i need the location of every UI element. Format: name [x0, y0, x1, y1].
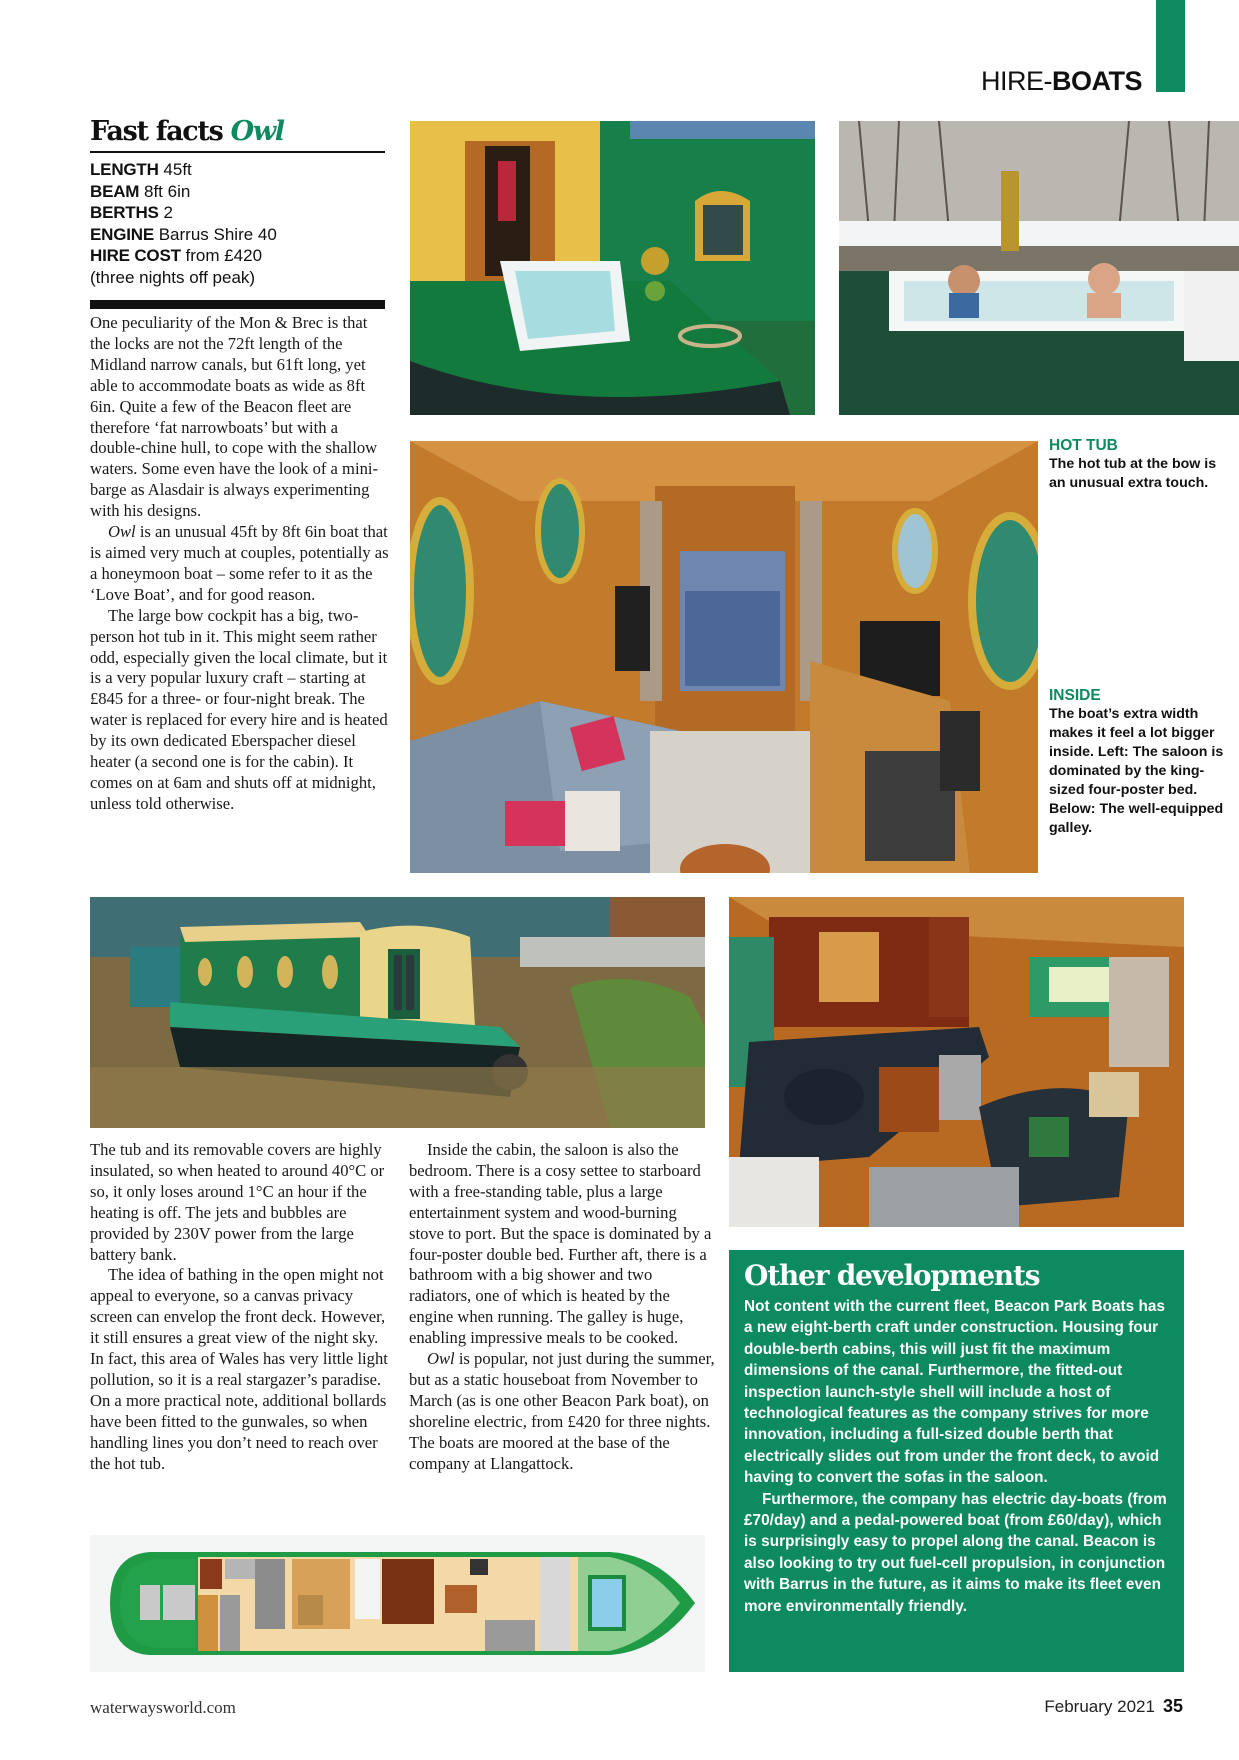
paragraph-text: is popular, not just during the summer, but as a static houseboat from November to March (as is one other Beacon Park boat), on shoreline electric, from £420 for three nights. The boats are moored at the base of the company at Llangattock. — [409, 1349, 715, 1473]
paragraph: The idea of bathing in the open might not appeal to everyone, so a canvas privacy screen can envelop the front deck. However, it still ensures a great view of the night sky. In fact, this area of Wales has very little light pollution, so it is a real stargazer’s paradise. On a more practical note, additional bollards have been fitted to the gunwales, so when handling lines you don’t need to reach over the hot tub. — [90, 1265, 388, 1473]
caption-body-text: The boat’s extra width makes it feel a lot bigger inside. — [1049, 706, 1215, 760]
fact-key: BERTHS — [90, 203, 159, 222]
divider — [90, 151, 385, 153]
section-label-bold: BOATS — [1052, 66, 1142, 96]
sidebar-paragraph: Not content with the current fleet, Beacon Park Boats has a new eight-berth craft under construction. Housing four double-berth cabins, this will just fit the maximum dimensions of the canal. Furthermore, the fitted-out inspection launch-style shell will include a host of technological features as the company strives for more innovation, including a full-sized double berth that electrically slides out from under the front deck, to avoid having to convert the sofas in the saloon. — [744, 1298, 1166, 1487]
fact-key: BEAM — [90, 181, 140, 201]
fast-facts-title-text: Fast facts — [90, 116, 223, 147]
fact-length — [90, 159, 385, 181]
photo-galley — [729, 897, 1184, 1227]
photo-couple-hot-tub — [839, 121, 1239, 415]
caption-body: The hot tub at the bow is an unusual extra touch. — [1049, 456, 1217, 491]
fact-value: Barrus Shire 40 — [158, 224, 277, 244]
page-number: 35 — [1162, 1696, 1183, 1716]
photo-bow-hot-tub-image — [410, 121, 815, 415]
boat-layout-plan-image — [90, 1535, 705, 1672]
fact-value: from £420 — [185, 246, 263, 265]
boat-layout-plan — [90, 1535, 705, 1672]
article-column-1 — [90, 313, 390, 815]
caption-left-text: The saloon is dominated by the king-sized four-poster bed. — [1049, 744, 1224, 798]
paragraph: The tub and its removable covers are highly insulated, so when heated to around 40°C or so, it only loses around 1°C an hour if the heating is off. The jets and bubbles are provided by 230V power from the large battery bank. — [90, 1140, 385, 1264]
fact-value: 2 — [163, 203, 173, 222]
fast-facts-title — [90, 114, 385, 150]
fact-hire-cost — [90, 245, 385, 267]
paragraph — [90, 522, 390, 606]
fact-note: (three nights off peak) — [90, 267, 256, 287]
photo-saloon-interior — [410, 441, 1038, 873]
fact-key: ENGINE — [90, 224, 154, 244]
fact-value: 8ft 6in — [144, 181, 191, 201]
boat-name-italic: Owl — [427, 1349, 455, 1369]
photo-couple-hot-tub-image — [839, 121, 1239, 415]
sidebar-paragraph: Furthermore, the company has electric day-boats (from £70/day) and a pedal-powered boat (from £60/day), which is surprisingly easy to propel along the canal. Beacon is also looking to try out fuel-cell propulsion, in conjunction with Barrus in the future, as it aims to make its fleet even more environmentally friendly. — [744, 1490, 1167, 1615]
boat-name-italic: Owl — [108, 522, 136, 542]
caption-heading: INSIDE — [1049, 687, 1101, 704]
photo-boat-exterior-image — [90, 897, 705, 1128]
caption-label-left: Left: — [1097, 744, 1129, 760]
fact-key: LENGTH — [90, 160, 159, 179]
paragraph — [409, 1349, 715, 1474]
section-color-bar — [1156, 0, 1185, 92]
footer-issue — [1044, 1696, 1183, 1717]
paragraph-text: is an unusual 45ft by 8ft 6in boat that is aimed very much at couples, potentially as a honeymoon boat – some refer to it as the ‘Love Boat’, and for good reason. — [90, 522, 389, 604]
fact-key: HIRE COST — [90, 246, 181, 265]
article-column-2 — [90, 1140, 390, 1475]
fast-facts-box — [90, 114, 385, 309]
fact-value: 45ft — [163, 160, 192, 179]
sidebar-other-developments — [729, 1250, 1184, 1672]
caption-heading: HOT TUB — [1049, 437, 1118, 454]
footer-issue-date: February 2021 — [1044, 1697, 1155, 1716]
paragraph: Inside the cabin, the saloon is also the bedroom. There is a cosy settee to starboard with a free-standing table, plus a large entertainment system and wood-burning stove to port. But the space is dominated by a four-poster double bed. Further aft, there is a bathroom with a big shower and two radiators, one of which is heated by the engine when running. The galley is huge, enabling impressive meals to be cooked. — [409, 1140, 712, 1348]
photo-galley-image — [729, 897, 1184, 1227]
paragraph: One peculiarity of the Mon & Brec is that the locks are not the 72ft length of the Midland narrow canals, but 61ft long, yet able to accommodate boats as wide as 8ft 6in. Quite a few of the Beacon fleet are therefore ‘fat narrowboats’ but with a double-chine hull, to cope with the shallow waters. Some even have the look of a mini-barge as Alasdair is always experimenting with his designs. — [90, 313, 379, 521]
caption-inside — [1049, 686, 1234, 838]
caption-hot-tub — [1049, 436, 1234, 493]
section-label — [981, 66, 1142, 96]
article-column-3 — [409, 1140, 715, 1475]
sidebar-title: Other developments — [744, 1259, 1040, 1292]
fact-beam — [90, 181, 385, 203]
photo-saloon-interior-image — [410, 441, 1038, 873]
fact-engine — [90, 224, 385, 246]
divider-thick — [90, 300, 385, 309]
section-label-light: HIRE- — [981, 66, 1052, 96]
caption-label-below: Below: — [1049, 801, 1096, 817]
footer-website: waterwaysworld.com — [90, 1698, 236, 1717]
caption-body — [1049, 705, 1234, 838]
paragraph: The large bow cockpit has a big, two-person hot tub in it. This might seem rather odd, especially given the local climate, but it is a very popular luxury craft – starting at £845 for a three- or four-night break. The water is replaced for every hire and is heated by its own dedicated Eberspacher diesel heater (a second one is for the cabin). It comes on at 6am and shuts off at midnight, unless told otherwise. — [90, 605, 388, 813]
caption-below-text: The well-equipped galley. — [1049, 801, 1224, 836]
photo-bow-hot-tub — [410, 121, 815, 415]
fact-berths — [90, 202, 385, 224]
photo-boat-exterior — [90, 897, 705, 1128]
fast-facts-boat-name: Owl — [230, 116, 284, 147]
